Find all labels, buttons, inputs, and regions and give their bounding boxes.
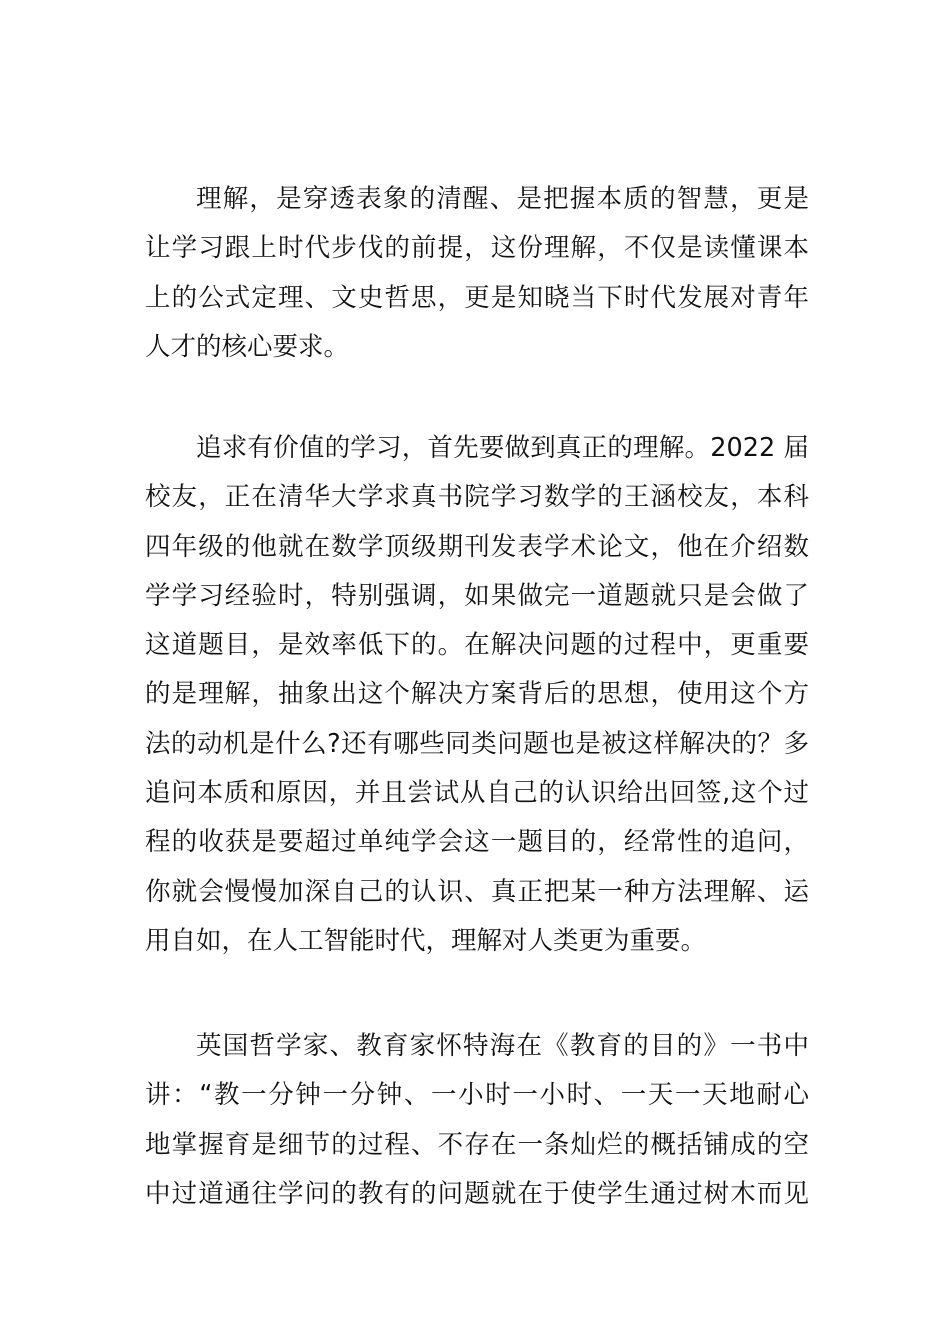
text-line: 让学习跟上时代步伐的前提，这份理解，不仅是读懂课本: [145, 233, 809, 264]
text-line: 上的公式定理、文史哲思，更是知晓当下时代发展对青年: [145, 282, 809, 313]
text-line: 这道题目，是效率低下的。在解决问题的过程中，更重要: [145, 630, 809, 661]
text-line: 英国哲学家、教育家怀特海在《教育的目的》一书中: [196, 1031, 809, 1061]
paragraph-understanding: [145, 175, 809, 372]
text-line: 理解，是穿透表象的清醒、是把握本质的智慧，更是: [196, 184, 809, 214]
text-line: 程的收获是要超过单纯学会这一题目的，经常性的追问，: [145, 827, 809, 858]
text-line: 的是理解，抽象出这个解决方案背后的思想，使用这个方: [145, 679, 809, 710]
text-line: 追求有价值的学习，首先要做到真正的理解。2022 届: [196, 433, 809, 463]
text-line: 法的动机是什么?还有哪些同类问题也是被这样解决的？多: [145, 728, 809, 759]
text-line: 校友，正在清华大学求真书院学习数学的王涵校友，本科: [145, 482, 809, 513]
text-line: 用自如，在人工智能时代，理解对人类更为重要。: [145, 925, 707, 956]
text-line: 学学习经验时，特别强调，如果做完一道题就只是会做了: [145, 580, 809, 611]
paragraph-whitehead-quote: [145, 1022, 809, 1219]
text-line: 人才的核心要求。: [145, 331, 350, 362]
text-line: 讲：“教一分钟一分钟、一小时一小时、一天一天地耐心: [145, 1080, 809, 1111]
text-line: 四年级的他就在数学顶级期刊发表学术论文，他在介绍数: [145, 531, 809, 562]
text-line: 你就会慢慢加深自己的认识、真正把某一种方法理解、运: [145, 876, 809, 907]
text-line: 地掌握育是细节的过程、不存在一条灿烂的概括铺成的空: [145, 1129, 809, 1160]
text-line: 中过道通往学问的教有的问题就在于使学生通过树木而见: [145, 1178, 809, 1209]
text-line: 追问本质和原因，并且尝试从自己的认识给出回签,这个过: [145, 778, 809, 809]
paragraph-valuable-learning: [145, 424, 809, 966]
